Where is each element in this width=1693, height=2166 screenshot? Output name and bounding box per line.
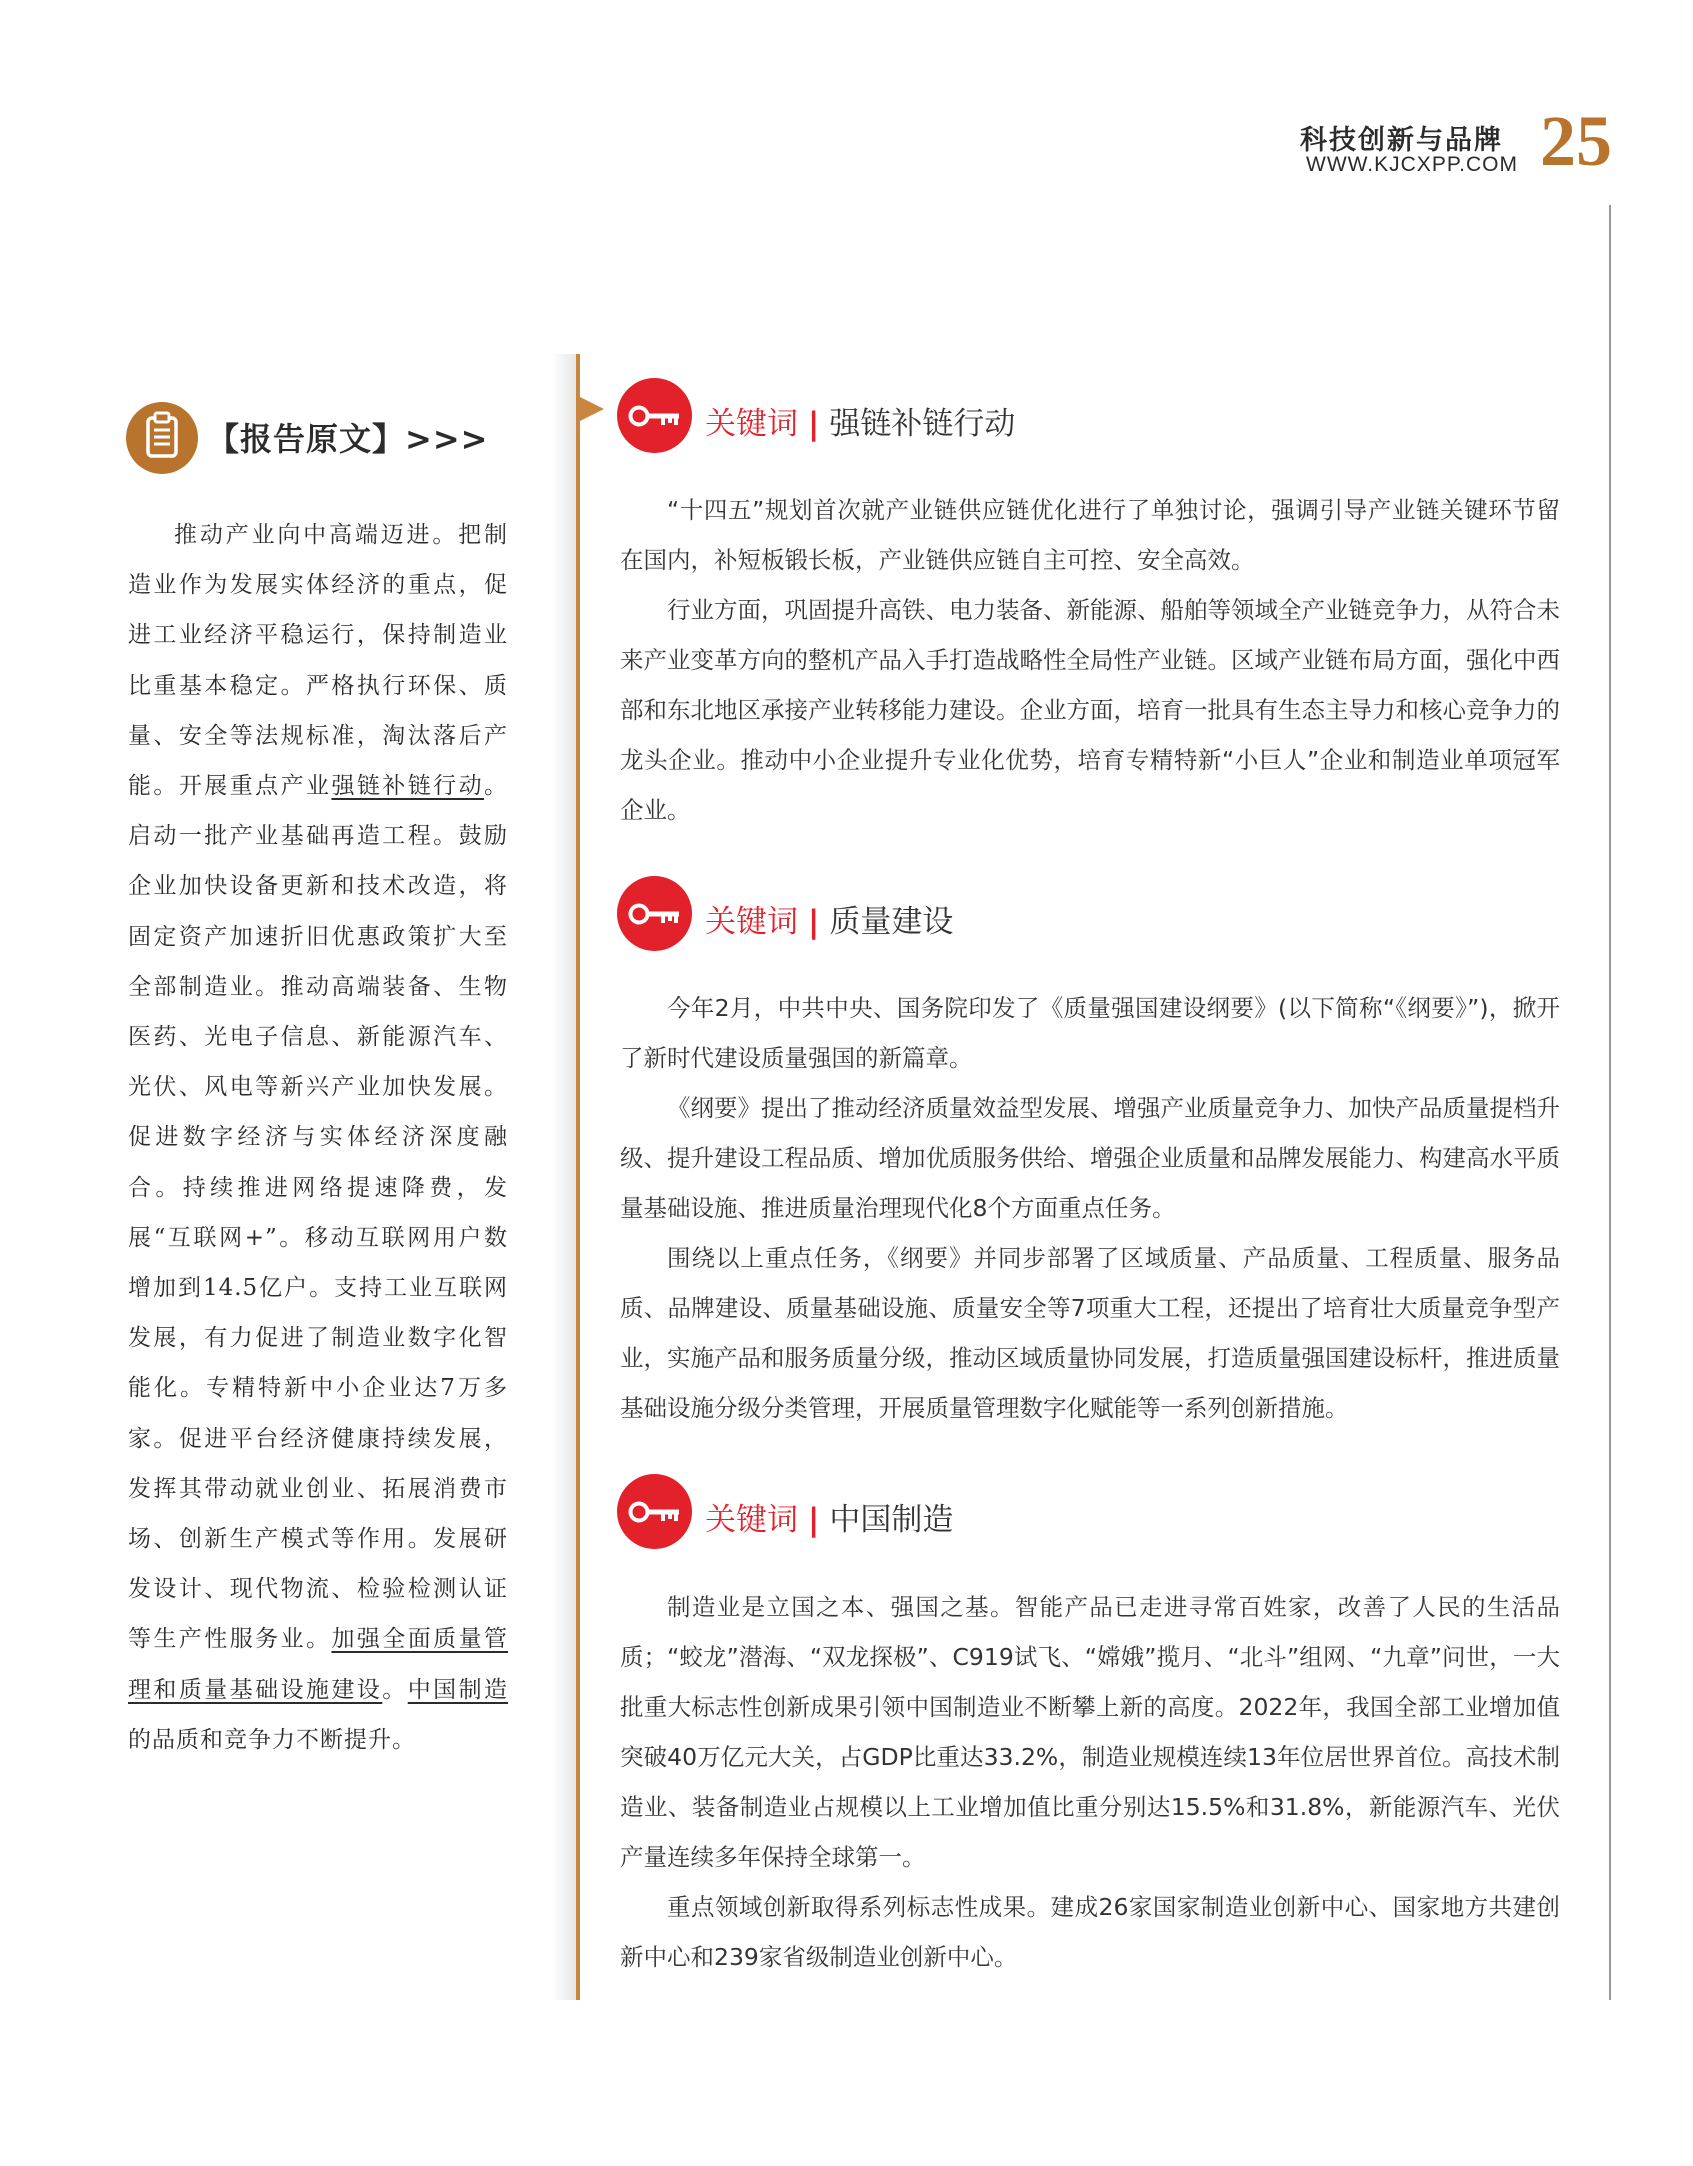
keyword-separator: | (808, 406, 820, 442)
report-body (128, 510, 508, 1765)
report-text: 推动产业向中高端迈进。把制造业作为发展实体经济的重点，促进工业经济平稳运行，保持制造业比重基本稳定。严格执行环保、质量、安全等法规标准，淘汰落后产能。开展重点产业 (128, 522, 508, 800)
paragraph: 重点领域创新取得系列标志性成果。建成26家国家制造业创新中心、国家地方共建创新中心和239家省级制造业创新中心。 (620, 1893, 1560, 1971)
paragraph: 制造业是立国之本、强国之基。智能产品已走进寻常百姓家，改善了人民的生活品质；“蛟龙”潜海、“双龙探极”、C919试飞、“嫦娥”揽月、“北斗”组网、“九章”问世，一大批重大标志性创新成果引领中国制造业不断攀上新的高度。2022年，我国全部工业增加值突破40万亿元大关，占GDP比重达33.2%，制造业规模连续13年位居世界首位。高技术制造业、装备制造业占规模以上工业增加值比重分别达15.5%和31.8%，新能源汽车、光伏产量连续多年保持全球第一。 (620, 1593, 1560, 1871)
keyword-title: 强链补链行动 (829, 406, 1016, 442)
report-highlight-chain: 强链补链行动 (331, 773, 485, 800)
paragraph: 围绕以上重点任务，《纲要》并同步部署了区域质量、产品质量、工程质量、服务品质、品牌建设、质量基础设施、质量安全等7项重大工程，还提出了培育壮大质量竞争型产业，实施产品和服务质量分级，推动区域质量协同发展，打造质量强国建设标杆，推进质量基础设施分级分类管理，开展质量管理数字化赋能等一系列创新措施。 (620, 1244, 1560, 1422)
keyword-label: 关键词 (705, 406, 798, 442)
keyword-label: 关键词 (705, 904, 798, 940)
paragraph: “十四五”规划首次就产业链供应链优化进行了单独讨论，强调引导产业链关键环节留在国内，补短板锻长板，产业链供应链自主可控、安全高效。 (620, 496, 1560, 574)
report-highlight-quality: 加强全面质量管理和质量基础设施建设 (128, 1626, 509, 1703)
column-shadow (552, 354, 576, 2000)
clipboard-icon (126, 402, 198, 474)
section-body (620, 983, 1560, 1433)
key-icon (617, 1474, 692, 1549)
key-icon (617, 876, 692, 951)
key-icon (617, 378, 692, 453)
paragraph: 行业方面，巩固提升高铁、电力装备、新能源、船舶等领域全产业链竞争力，从符合未来产业变革方向的整机产品入手打造战略性全局性产业链。区域产业链布局方面，强化中西部和东北地区承接产业转移能力建设。企业方面，培育一批具有生态主导力和核心竞争力的龙头企业。推动中小企业提升专业化优势，培育专精特新“小巨人”企业和制造业单项冠军企业。 (620, 596, 1560, 824)
section-heading (705, 398, 1015, 443)
magazine-name: 科技创新与品牌 (1300, 125, 1503, 156)
keyword-separator: | (808, 1502, 820, 1538)
keyword-title: 中国制造 (829, 1502, 954, 1538)
column-divider (576, 354, 580, 2000)
paragraph: 《纲要》提出了推动经济质量效益型发展、增强产业质量竞争力、加快产品质量提档升级、提升建设工程品质、增加优质服务供给、增强企业质量和品牌发展能力、构建高水平质量基础设施、推进质量治理现代化8个方面重点任务。 (620, 1094, 1560, 1222)
divider-arrow (580, 397, 604, 421)
report-text: 。启动一批产业基础再造工程。鼓励企业加快设备更新和技术改造，将固定资产加速折旧优惠政策扩大至全部制造业。推动高端装备、生物医药、光电子信息、新能源汽车、光伏、风电等新兴产业加快发展。促进数字经济与实体经济深度融合。持续推进网络提速降费，发展“互联网+”。移动互联网用户数增加到14.5亿户。支持工业互联网发展，有力促进了制造业数字化智能化。专精特新中小企业达7万多家。促进平台经济健康持续发展，发挥其带动就业创业、拓展消费市场、创新生产模式等作用。发展研发设计、现代物流、检验检测认证等生产性服务业。 (128, 773, 509, 1653)
keyword-separator: | (808, 904, 820, 940)
page-number: 25 (1540, 101, 1612, 181)
magazine-url[interactable]: WWW.KJCXPP.COM (1306, 153, 1518, 176)
right-divider (1609, 205, 1611, 2000)
report-text: 的品质和竞争力不断提升。 (128, 1726, 416, 1753)
keyword-title: 质量建设 (829, 904, 954, 940)
keyword-label: 关键词 (705, 1502, 798, 1538)
section-heading (705, 1494, 953, 1539)
report-highlight-made-in-china: 中国制造 (407, 1676, 509, 1703)
paragraph: 今年2月，中共中央、国务院印发了《质量强国建设纲要》(以下简称“《纲要》”)，掀开了新时代建设质量强国的新篇章。 (620, 994, 1560, 1072)
report-title: 【报告原文】>>> (207, 420, 489, 458)
section-body (620, 485, 1560, 835)
section-heading (705, 896, 953, 941)
section-body (620, 1582, 1560, 1982)
report-text: 。 (382, 1676, 408, 1703)
